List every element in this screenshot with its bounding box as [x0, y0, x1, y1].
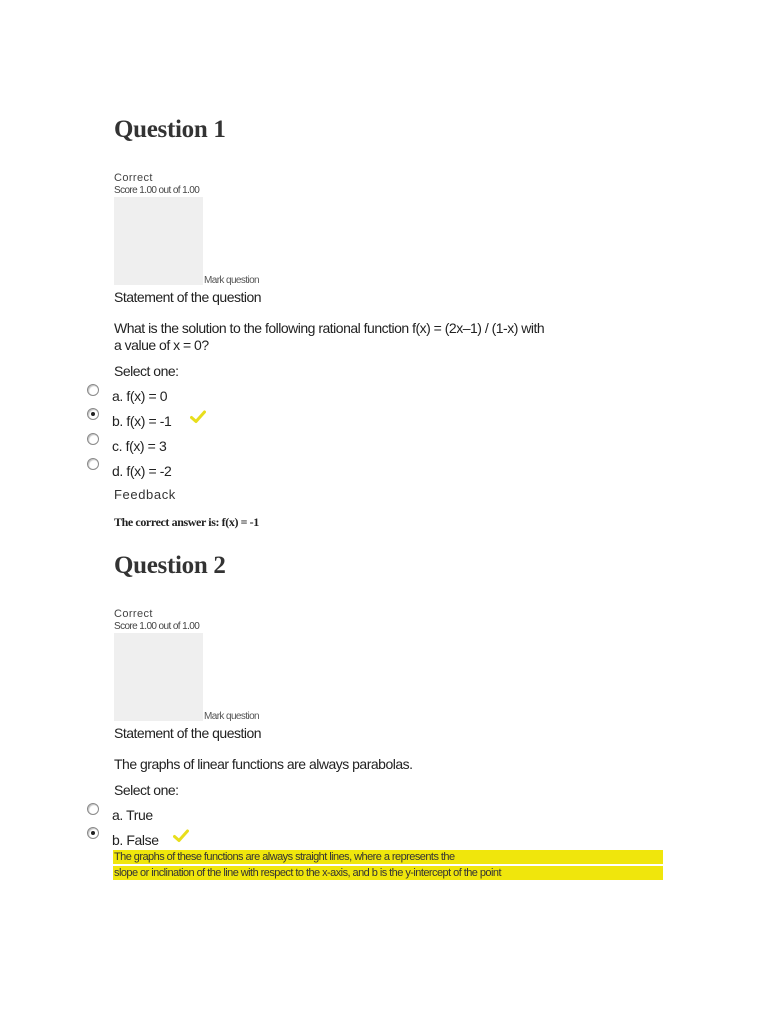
mark-question-link[interactable]: Mark question	[204, 275, 260, 286]
radio-icon[interactable]	[87, 827, 99, 839]
question-text-line-1: What is the solution to the following rational function f(x) = (2x–1) / (1-x) with	[114, 320, 545, 336]
question-score: Score 1.00 out of 1.00	[114, 185, 200, 196]
question-state: Correct	[114, 608, 153, 620]
flag-image-placeholder[interactable]	[114, 197, 203, 285]
question-state: Correct	[114, 172, 153, 184]
radio-icon[interactable]	[87, 408, 99, 420]
statement-heading: Statement of the question	[114, 725, 262, 741]
statement-heading: Statement of the question	[114, 289, 262, 305]
radio-icon[interactable]	[87, 433, 99, 445]
question-title: Question 2	[114, 552, 226, 579]
checkmark-icon	[173, 829, 189, 848]
explanation-highlight-line-1: The graphs of these functions are always straight lines, where a represents the	[113, 850, 663, 864]
radio-icon[interactable]	[87, 803, 99, 815]
feedback-label: Feedback	[114, 487, 176, 502]
correct-answer-text: The correct answer is: f(x) = -1	[114, 515, 259, 529]
option-b-label[interactable]: b. f(x) = -1	[112, 413, 172, 429]
question-score: Score 1.00 out of 1.00	[114, 621, 200, 632]
option-d-label[interactable]: d. f(x) = -2	[112, 463, 172, 479]
mark-question-link[interactable]: Mark question	[204, 711, 260, 722]
option-c-label[interactable]: c. f(x) = 3	[112, 438, 167, 454]
checkmark-icon	[190, 410, 206, 429]
question-text-line-2: a value of x = 0?	[114, 337, 209, 353]
question-title: Question 1	[114, 116, 226, 143]
select-one-label: Select one:	[114, 363, 179, 379]
select-one-label: Select one:	[114, 782, 179, 798]
radio-icon[interactable]	[87, 458, 99, 470]
explanation-highlight-line-2: slope or inclination of the line with respect to the x-axis, and b is the y-intercept of the point	[113, 866, 663, 880]
option-b-label[interactable]: b. False	[112, 832, 159, 848]
question-text-line-1: The graphs of linear functions are always parabolas.	[114, 756, 413, 772]
option-a-label[interactable]: a. True	[112, 807, 153, 823]
flag-image-placeholder[interactable]	[114, 633, 203, 721]
option-a-label[interactable]: a. f(x) = 0	[112, 388, 168, 404]
radio-icon[interactable]	[87, 384, 99, 396]
